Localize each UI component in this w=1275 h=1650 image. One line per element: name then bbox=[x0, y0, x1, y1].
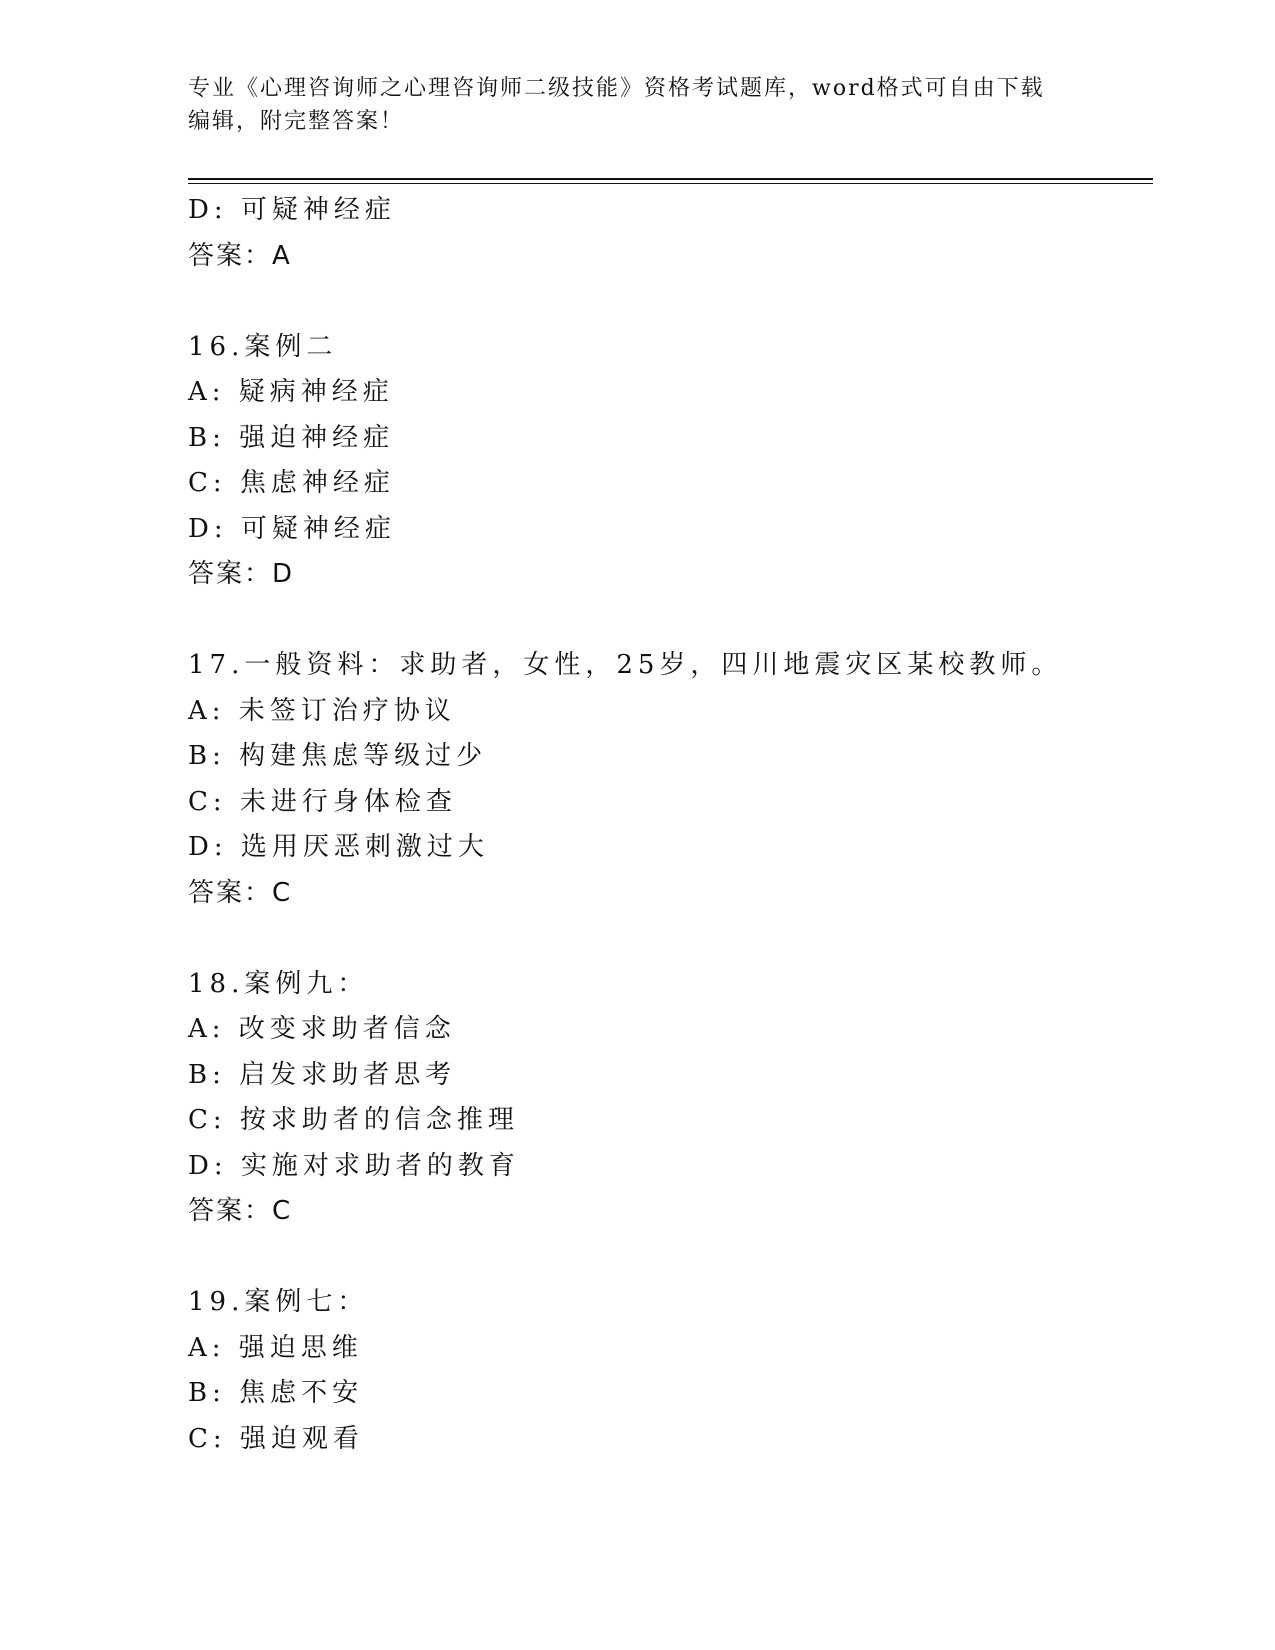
option-a: A: 改变求助者信念 bbox=[188, 1014, 456, 1044]
option-d: D: 可疑神经症 bbox=[188, 195, 396, 225]
question-16 bbox=[188, 325, 1148, 598]
option-b: B: 构建焦虑等级过少 bbox=[188, 741, 488, 771]
question-stem: 16.案例二 bbox=[188, 331, 338, 362]
question-17 bbox=[188, 643, 1148, 916]
option-d: D: 可疑神经症 bbox=[188, 513, 396, 544]
option-c: C: 焦虑神经症 bbox=[188, 468, 395, 498]
option-d: D: 实施对求助者的教育 bbox=[188, 1150, 520, 1181]
option-a: A: 未签订治疗协议 bbox=[188, 695, 456, 726]
header-divider-thin bbox=[188, 183, 1153, 184]
answer-line: 答案：A bbox=[188, 240, 292, 271]
spacer bbox=[188, 1235, 1148, 1281]
option-c: C: 强迫观看 bbox=[188, 1423, 364, 1454]
question-stem: 17.一般资料：求助者，女性，25岁，四川地震灾区某校教师。 bbox=[188, 650, 1063, 680]
question-18 bbox=[188, 962, 1148, 1235]
option-d: D: 选用厌恶刺激过大 bbox=[188, 832, 489, 862]
answer-line: 答案：C bbox=[188, 877, 293, 908]
answer-line: 答案：D bbox=[188, 559, 295, 589]
answer-line: 答案：C bbox=[188, 1196, 293, 1226]
spacer bbox=[188, 916, 1148, 962]
question-stem: 18.案例九： bbox=[188, 968, 369, 999]
option-a: A: 强迫思维 bbox=[188, 1332, 363, 1363]
previous-question-tail bbox=[188, 188, 1148, 279]
header-line-1: 专业《心理咨询师之心理咨询师二级技能》资格考试题库，word格式可自由下载 bbox=[188, 76, 1045, 101]
question-list bbox=[188, 188, 1148, 1462]
option-b: B: 强迫神经症 bbox=[188, 422, 395, 453]
option-b: B: 焦虑不安 bbox=[188, 1378, 364, 1408]
spacer bbox=[188, 279, 1148, 325]
question-stem: 19.案例七： bbox=[188, 1287, 369, 1317]
header-divider-thick bbox=[188, 178, 1153, 180]
spacer bbox=[188, 598, 1148, 644]
option-a: A: 疑病神经症 bbox=[188, 377, 394, 407]
header-line-2: 编辑，附完整答案！ bbox=[188, 109, 405, 134]
option-b: B: 启发求助者思考 bbox=[188, 1059, 457, 1090]
document-header bbox=[188, 72, 1088, 138]
option-c: C: 未进行身体检查 bbox=[188, 786, 457, 817]
question-19 bbox=[188, 1280, 1148, 1462]
option-c: C: 按求助者的信念推理 bbox=[188, 1105, 519, 1135]
